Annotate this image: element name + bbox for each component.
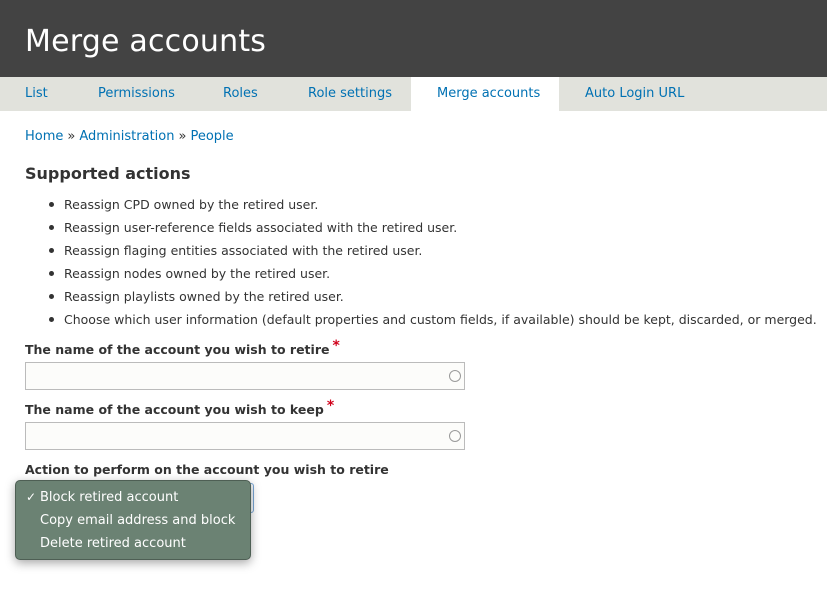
- supported-actions-title: Supported actions: [25, 164, 191, 183]
- option-label: Delete retired account: [40, 536, 186, 551]
- list-item: Reassign flaging entities associated with the retired user.: [45, 239, 817, 262]
- retire-account-label-text: The name of the account you wish to retire: [25, 342, 330, 357]
- breadcrumb-administration[interactable]: Administration: [79, 129, 175, 144]
- breadcrumb: [25, 129, 234, 144]
- list-item: Reassign CPD owned by the retired user.: [45, 193, 817, 216]
- option-label: Copy email address and block: [40, 513, 236, 528]
- breadcrumb-separator: »: [67, 129, 76, 144]
- option-block-retired-account[interactable]: [16, 486, 250, 509]
- tab-roles[interactable]: Roles: [223, 86, 258, 101]
- tab-role-settings[interactable]: Role settings: [308, 86, 392, 101]
- list-item: Reassign playlists owned by the retired user.: [45, 285, 817, 308]
- retire-account-input[interactable]: [25, 362, 465, 390]
- required-marker: *: [332, 338, 340, 354]
- option-copy-email-and-block[interactable]: [16, 509, 250, 532]
- option-label: Block retired account: [40, 490, 179, 505]
- tab-list[interactable]: List: [25, 86, 48, 101]
- action-label: Action to perform on the account you wish to retire: [25, 462, 389, 477]
- supported-actions-list: [45, 193, 817, 331]
- list-item: Reassign user-reference fields associated with the retired user.: [45, 216, 817, 239]
- autocomplete-throbber-icon: [449, 370, 461, 382]
- tab-permissions[interactable]: Permissions: [98, 86, 175, 101]
- breadcrumb-home[interactable]: Home: [25, 129, 64, 144]
- action-dropdown-menu: [15, 480, 251, 560]
- required-marker: *: [326, 398, 335, 414]
- autocomplete-throbber-icon: [449, 430, 461, 442]
- primary-tabs: [0, 77, 827, 111]
- option-delete-retired-account[interactable]: [16, 532, 250, 555]
- keep-account-label: [25, 398, 335, 418]
- retire-account-label: [25, 338, 340, 358]
- keep-account-label-text: The name of the account you wish to keep: [25, 402, 324, 417]
- keep-account-input[interactable]: [25, 422, 465, 450]
- breadcrumb-separator: »: [178, 129, 187, 144]
- list-item: Choose which user information (default properties and custom fields, if available) should be kept, discarded, or merged.: [45, 308, 817, 331]
- page-header: [0, 0, 827, 77]
- tab-merge-accounts[interactable]: Merge accounts: [411, 77, 559, 111]
- page-title: Merge accounts: [25, 24, 267, 59]
- checkmark-icon: ✓: [26, 490, 37, 504]
- breadcrumb-people[interactable]: People: [190, 129, 234, 144]
- list-item: Reassign nodes owned by the retired user.: [45, 262, 817, 285]
- tab-auto-login-url[interactable]: Auto Login URL: [585, 86, 685, 101]
